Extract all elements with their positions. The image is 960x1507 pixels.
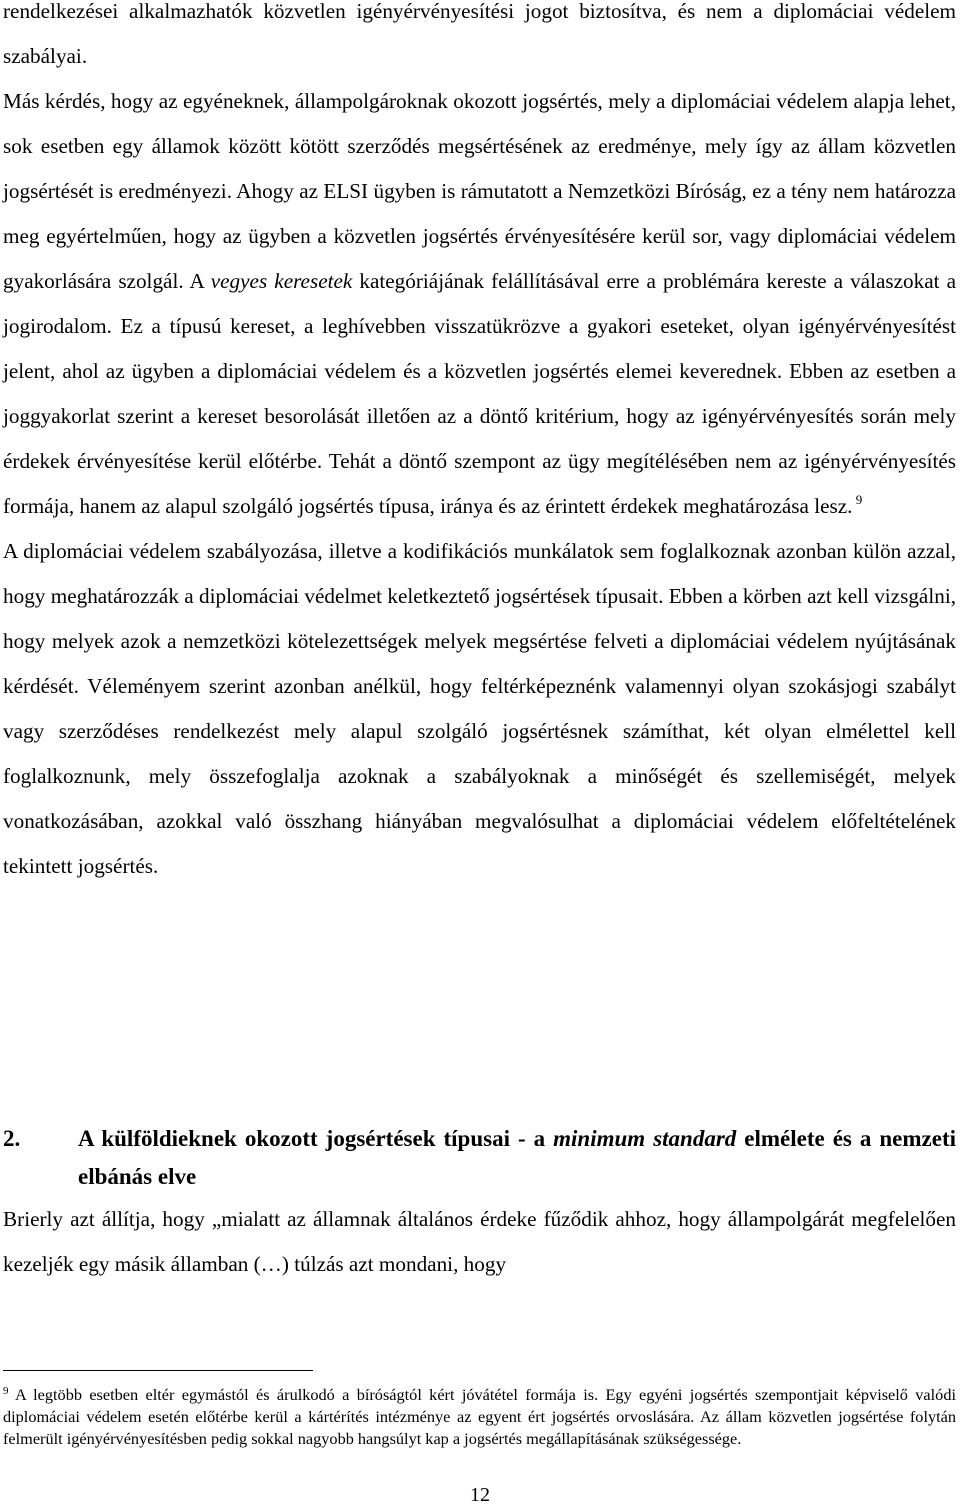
emphasis-text: vegyes keresetek	[210, 269, 353, 293]
paragraph-mixed-claims	[3, 79, 956, 529]
section-title-emphasis: minimum standard	[553, 1126, 737, 1151]
main-text-block	[3, 0, 956, 889]
paragraph-codification	[3, 529, 956, 889]
footnote-separator	[3, 1370, 313, 1371]
paragraph-text: rendelkezései alkalmazhatók közvetlen igényérvényesítési jogot biztosítva, és nem a diplomáciai védelem szabályai.	[3, 0, 956, 68]
footnote	[3, 1384, 956, 1450]
paragraph-brierly	[3, 1197, 956, 1287]
paragraph-text: kategóriájának felállításával erre a problémára kereste a válaszokat a jogirodalom. Ez a típusú kereset, a leghívebben visszatükrözve a gyakori eseteket, olyan igényérvényesítést jelent, ahol az ügyben a diplomáciai védelem és a közvetlen jogsértés elemei keverednek. Ebben az esetben a joggyakorlat szerint a kereset besorolását illetően az a döntő kritérium, hogy az igényérvényesítés során mely érdekek érvényesítése kerül előtérbe. Tehát a döntő szempont az ügy megítélésében nem az igényérvényesítés formája, hanem az alapul szolgáló jogsértés típusa, iránya és az érintett érdekek meghatározása lesz.	[3, 269, 956, 518]
paragraph-text: Más kérdés, hogy az egyéneknek, állampolgároknak okozott jogsértés, mely a diplomáciai védelem alapja lehet, sok esetben egy államok között kötött szerződés megsértésének az eredménye, mely így az állam közvetlen jogsértését is eredményezi. Ahogy az ELSI ügyben is rámutatott a Nemzetközi Bíróság, ez a tény nem határozza meg egyértelműen, hogy az ügyben a közvetlen jogsértés érvényesítésére kerül sor, vagy diplomáciai védelem gyakorlására szolgál. A	[3, 89, 956, 293]
section-block	[3, 1097, 956, 1287]
section-heading	[3, 1120, 956, 1196]
paragraph-text: A diplomáciai védelem szabályozása, illetve a kodifikációs munkálatok sem foglalkoznak azonban külön azzal, hogy meghatározzák a diplomáciai védelmet keletkeztető jogsértések típusait. Ebben a körben azt kell vizsgálni, hogy melyek azok a nemzetközi kötelezettségek melyek megsértése felveti a diplomáciai védelem nyújtásának kérdését. Véleményem szerint azonban anélkül, hogy feltérképeznénk valamennyi olyan szokásjogi szabályt vagy szerződéses rendelkezést mely alapul szolgáló jogsértésnek számíthat, két olyan elmélettel kell foglalkoznunk, mely összefoglalja azoknak a szabályoknak a minőségét és szellemiségét, melyek vonatkozásában, azokkal való összhang hiányában megvalósulhat a diplomáciai védelem előfeltételének tekintett jogsértés.	[3, 539, 956, 878]
footnote-text: A legtöbb esetben eltér egymástól és árulkodó a bíróságtól kért jóvátétel formája is. Egy egyéni jogsértés szempontjait képviselő valódi diplomáciai védelem esetén előtérbe kerül a kártérítés intézménye az egyent ért jogsértés orvoslására. Az állam közvetlen jogsértése folytán felmerült igényérvényesítésben pedig sokkal nagyobb hangsúlyt kap a jogsértés megállapításának szükségessége.	[3, 1385, 956, 1448]
section-title-text: A külföldieknek okozott jogsértések típusai - a	[78, 1126, 554, 1151]
section-title-text: elmélete és a nemzeti elbánás elve	[78, 1126, 957, 1189]
footnote-reference: 9	[852, 492, 863, 507]
section-title	[78, 1120, 956, 1196]
paragraph-text: Brierly azt állítja, hogy „mialatt az államnak általános érdeke fűződik ahhoz, hogy állampolgárát megfelelően kezeljék egy másik államban (…) túlzás azt mondani, hogy	[3, 1207, 956, 1276]
section-number: 2.	[3, 1126, 21, 1151]
paragraph-continuation	[3, 0, 956, 79]
footnote-number: 9	[3, 1385, 9, 1397]
page-number: 12	[470, 1484, 490, 1506]
